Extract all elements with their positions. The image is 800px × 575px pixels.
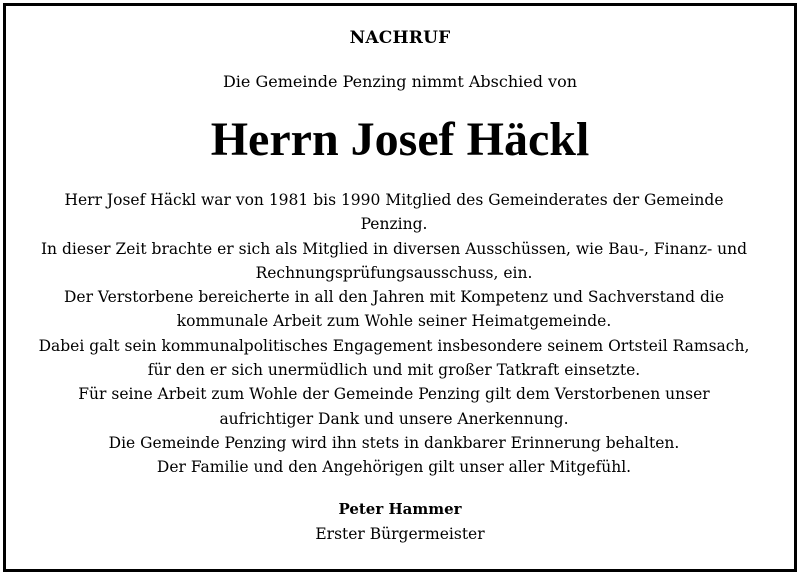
body-paragraph: Herr Josef Häckl war von 1981 bis 1990 Mitglied des Gemeinderates der Gemeinde Penzing. [64,191,724,234]
signer-title: Erster Bürgermeister [315,525,485,543]
body-paragraph: In dieser Zeit brachte er sich als Mitglied in diversen Ausschüssen, wie Bau-, Finanz- und Rechnungsprüfungsausschuss, ein. [40,239,748,282]
body-paragraph: Der Familie und den Angehörigen gilt unser aller Mitgefühl. [156,458,632,477]
notice-body [30,188,758,480]
notice-intro: Die Gemeinde Penzing nimmt Abschied von [222,72,578,91]
notice-heading: NACHRUF [349,28,451,48]
body-paragraph: Die Gemeinde Penzing wird ihn stets in dankbarer Erinnerung behalten. [108,433,680,452]
body-paragraph: Dabei galt sein kommunalpolitisches Engagement insbesondere seinem Ortsteil Ramsach, für den er sich unermüdlich und mit großer Tatkraft einsetzte. [38,336,750,380]
signer-name: Peter Hammer [338,500,462,518]
body-paragraph: Der Verstorbene bereicherte in all den Jahren mit Kompetenz und Sachverstand die kommunale Arbeit zum Wohle seiner Heimatgemeinde. [63,288,725,331]
body-paragraph: Für seine Arbeit zum Wohle der Gemeinde Penzing gilt dem Verstorbenen unser aufrichtiger Dank und unsere Anerkennung. [78,385,710,428]
deceased-name: Herrn Josef Häckl [210,113,590,166]
